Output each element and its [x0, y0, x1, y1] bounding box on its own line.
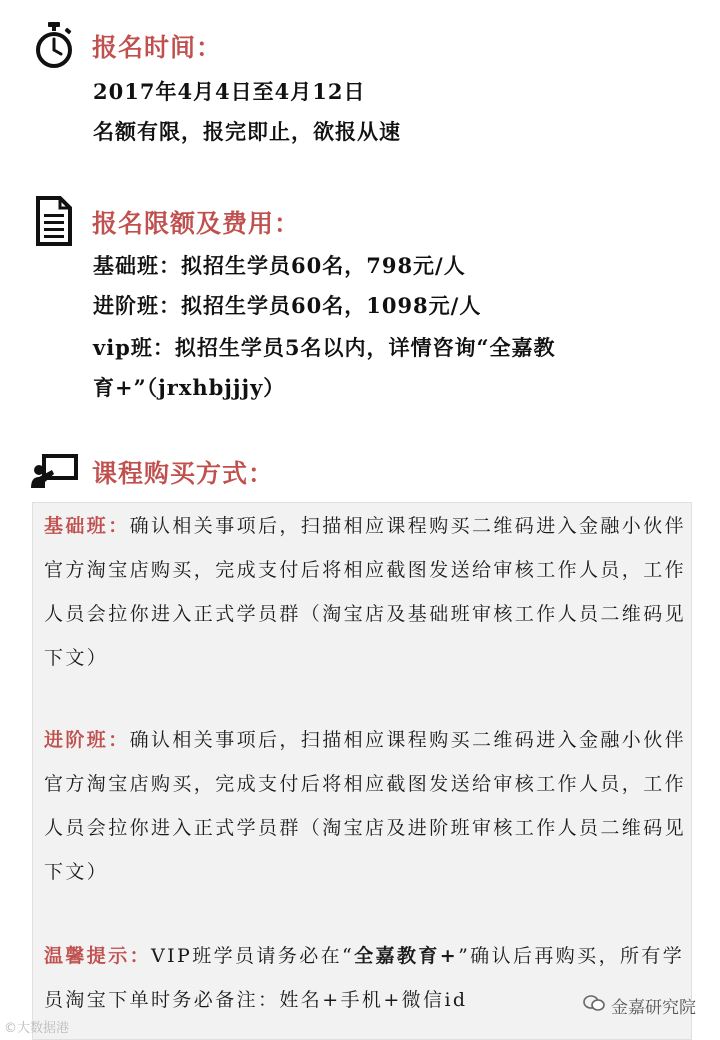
tip-label: 温馨提示：: [44, 945, 152, 967]
section-purchase-method: [0, 446, 720, 496]
section-registration-time: [0, 20, 720, 144]
section-title: 报名限额及费用：: [92, 209, 301, 238]
purchase-basic: [44, 504, 692, 680]
watermark-right: [583, 993, 696, 1018]
purchase-advanced: [44, 718, 692, 894]
tip-text-1: VIP班学员请务必在“: [151, 945, 355, 967]
fee-vip-continued: 育+”（jrxhbjjjy）: [93, 375, 286, 400]
tip-brand: 全嘉教育+: [354, 945, 459, 967]
basic-label: 基础班：: [44, 515, 130, 537]
advanced-text: 确认相关事项后，扫描相应课程购买二维码进入金融小伙伴官方淘宝店购买，完成支付后将相应截图发送给审核工作人员，工作人员会拉你进入正式学员群（淘宝店及进阶班审核工作人员二维码见下文）: [44, 729, 687, 883]
section-quota-fees: [0, 196, 720, 400]
wechat-icon: [583, 994, 605, 1017]
section-title: 课程购买方式：: [92, 459, 275, 488]
section-header: [0, 196, 720, 246]
presentation-icon: [30, 446, 78, 496]
section-title: 报名时间：: [92, 33, 223, 62]
section-header: [0, 20, 720, 70]
fee-advanced: 进阶班：拟招生学员60名，1098元/人: [93, 293, 482, 318]
basic-text: 确认相关事项后，扫描相应课程购买二维码进入金融小伙伴官方淘宝店购买，完成支付后将相应截图发送给审核工作人员，工作人员会拉你进入正式学员群（淘宝店及基础班审核工作人员二维码见下文）: [44, 515, 687, 669]
section-header: [0, 446, 720, 496]
stopwatch-icon: [30, 20, 78, 70]
watermark-brand: 金嘉研究院: [611, 998, 696, 1018]
document-icon: [30, 196, 78, 246]
tip-text-2: ”确认后再购买，所有学员淘宝下单时务必备注：姓名+手机+微信id: [44, 945, 685, 1011]
fee-vip: vip班：拟招生学员5名以内，详情咨询“全嘉教: [93, 335, 556, 360]
advanced-label: 进阶班：: [44, 729, 130, 751]
watermark-left: ©大数据港: [4, 1021, 70, 1036]
fee-basic: 基础班：拟招生学员60名，798元/人: [93, 253, 466, 278]
registration-dates: 2017年4月4日至4月12日: [93, 79, 366, 104]
registration-note: 名额有限，报完即止，欲报从速: [93, 119, 401, 144]
